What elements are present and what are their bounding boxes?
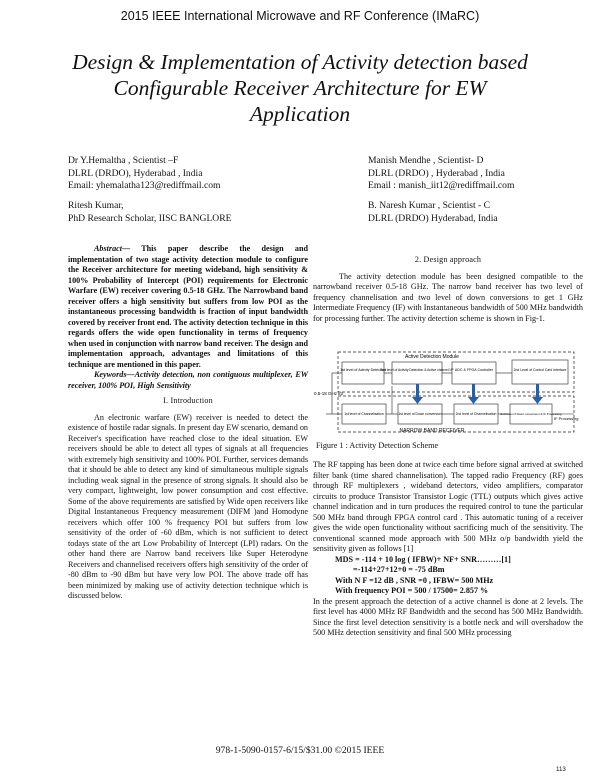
equation-poi: With frequency POI = 500 / 17500= 2.857 % [335,586,489,595]
top-box-1 [342,362,384,384]
paper-title [30,49,570,127]
top-box-4-label: 2nd Level of Control Card Interface [513,368,567,372]
present-approach-paragraph: In the present approach the detection of a active channel is done at 2 levels. The first level has 4000 MHz RF Bandwidth and the second has 500 MHz Bandwidth. Since the first level detection sensitivity is a bottle neck and will overshadow the 500 MHz detection sensitivity and final 500 MHz processing [313,596,583,637]
input-label: 0.5-18 GHz i/p [314,391,344,396]
author-block-4 [368,200,498,225]
output-label: IF Processing [554,416,579,421]
bottom-box-2-label: 1st level of Down conversion [398,412,442,416]
author-email: Email : manish_iit12@rediffmail.com [368,180,515,192]
left-column [68,244,308,602]
module-label: Active Detection Module [405,354,459,360]
right-column-top [313,255,583,324]
author-name: B. Naresh Kumar , Scientist - C [368,200,491,211]
author-block-3 [68,200,232,225]
equation-mds: MDS = -114 + 10 log ( IFBW)+ NF+ SNR………[1] [335,554,511,564]
right-column-bottom [313,460,583,639]
top-box-3 [452,362,496,384]
author-email: Email: yhemalatha123@rediffmail.com [68,180,221,192]
figure-caption: Figure 1 : Activity Detection Scheme [316,441,439,450]
title-line-3: Application [249,102,351,126]
top-box-2-label: 2nd level of Activity Detection & Active channel I/P [380,368,454,372]
author-affiliation: PhD Research Scholar, IISC BANGLORE [68,212,232,224]
introduction-paragraph: An electronic warfare (EW) receiver is needed to detect the existence of hostile radar signals. In present day EW scenario, demand on Receiver's specification have reached close to the ideal situation. EW receivers should be able to detect all types of signals at all frequencies with extremely high sensitivity and 100% POI. Further, services demands that it should be able to detect any kind of simultaneous multiple signals including weak signal in the presence of strong signals. It should also be very compact, lightweight, low power consumption and cost effective. Some of the above requirements are satisfied by Wide open receivers like Digital Instantaneous Frequency measurement (DIFM )and Homodyne receivers which offer 100 % frequency POI but suffers from low sensitivity of the order of -60 dBm, which is not sufficient to detect todays state of the art Low Probability of Intercept (LPI) radars. On the other hand there are Narrow band receivers like Super Heterodyne Receivers and channelised receivers offers high sensitivity of the order of -80 dBm to -90 dBm but have very low POI. The above trade off has been minimized by making use of activity detection technique which is discussed below. [68,412,308,600]
section-heading-introduction: I. Introduction [163,396,213,405]
activity-detection-diagram [312,348,580,436]
top-box-2 [392,362,442,384]
author-block-1 [68,155,221,193]
abstract-label: Abstract— [94,244,131,253]
author-name: Manish Mendhe , Scientist- D [368,155,484,166]
section-heading-design: 2. Design approach [414,255,482,264]
top-box-3-label: ADC & FPGA Controller [454,368,494,372]
author-affiliation: DLRL (DRDO) Hyderabad, India [368,212,498,224]
title-line-2: Configurable Receiver Architecture for EW [113,76,487,100]
equation-result: =-114+27+12+0 = -75 dBm [353,565,445,574]
bottom-box-3-label: 2nd level of Channelisation [455,412,497,416]
page-number: 113 [556,766,566,773]
control-arrows [412,384,543,404]
top-box-1-label: 1st level of Activity Detection [340,368,386,372]
bottom-box-1-label: 1st level of Channelisation [344,412,384,416]
abstract-text: This paper describe the design and implementation of two stage activity detection module to configure the Receiver architecture for meeting wideband, high sensitivity & 100% Probability of Intercept (POI) requirements for Electronic Warfare (EW) receiver covering 0.5-18 GHz. The Narrowband band receiver offers a high sensitivity but suffers from low POI as the instantaneous processing bandwidth is fraction of input bandwidth covered by receiver front end. The activity detection technique in this regards offers the wide open functionality in terms of frequency when used in conjunction with narrow band receiver. The design and implementation approach, advantages and limitations of this technique are mentioned in this paper. [68,244,308,369]
rf-tapping-paragraph: The RF tapping has been done at twice each time before signal arrived at switched filter bank (time shared channelisation). The tapped radio Frequency (RF) goes through RF multiplexers , wideband detectors, video amplifiers, comparator circuits to produce Transistor Transistor Logic (TTL) outputs which gives active channel indication and in turn produces the required control to tune the particular 500 MHz band through FPGA control card . This automatic tuning of a receiver gives the wide open functionality without sacrificing much of the sensitivity. The conventional scanned mode approach with 500 MHz o/p bandwidth yield the sensitivity given as follows [1] [313,460,583,553]
author-affiliation: DLRL (DRDO), Hyderabad , India [68,167,203,179]
abstract [68,244,308,370]
narrowband-label: NARROW BAND RECEIVER [399,428,465,434]
author-block-2 [368,155,514,193]
title-line-1: Design & Implementation of Activity detection based [72,50,528,74]
author-name: Dr Y.Hemaltha , Scientist –F [68,155,179,166]
author-name: Ritesh Kumar, [68,200,124,211]
conference-header: 2015 IEEE International Microwave and RF Conference (IMaRC) [120,9,480,23]
equation-params: With N F =12 dB , SNR =0 , IFBW= 500 MHz [335,575,494,585]
author-affiliation: DLRL (DRDO) , Hyderabad , India [368,167,505,179]
bottom-box-4-label: 2nd level of Down conversion & IF Processing [500,412,562,416]
footer-isbn: 978-1-5090-0157-6/15/$31.00 ©2015 IEEE [215,745,385,756]
keywords: Keywords—Activity detection, non contiguous multiplexer, EW receiver, 100% POI, High Sensitivity [68,370,308,390]
top-box-4 [512,360,568,384]
design-paragraph: The activity detection module has been designed compatible to the narrowband receiver 0.5-18 GHz. The narrow band receiver has two level of frequency channelisation and two level of down conversions to get 1 GHz Intermediate Frequency (IF) with Instantaneous bandwidth of 500 MHz bandwidth for processing further. The activity detection scheme is shown in Fig-1. [313,271,583,323]
